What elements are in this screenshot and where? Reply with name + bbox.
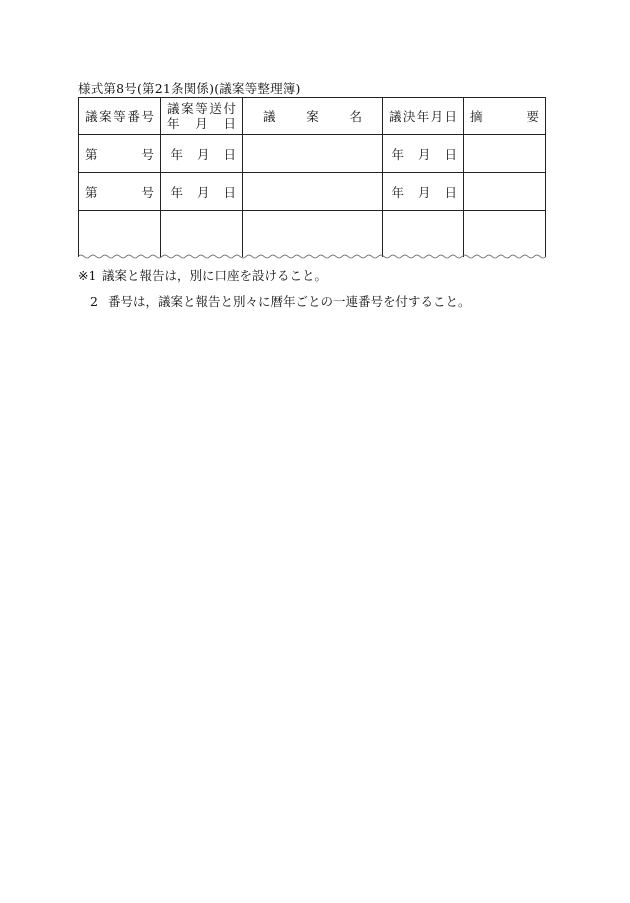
cell-bill-number	[79, 135, 161, 173]
decision-month: 月	[417, 184, 431, 200]
number-prefix: 第	[85, 184, 98, 200]
table-row	[79, 173, 546, 211]
cell-decision-date	[383, 173, 464, 211]
header-sent-date	[161, 98, 243, 135]
cell-sent-date	[161, 173, 243, 211]
bill-register-table	[78, 97, 546, 257]
cell-bill-name	[243, 135, 383, 173]
table-row	[79, 135, 546, 173]
cell-decision-date	[383, 135, 464, 173]
cell-blank	[79, 211, 161, 257]
date-year: 年	[170, 146, 183, 162]
header-sent-date-line2: 年 月 日	[167, 116, 236, 131]
decision-day: 日	[444, 146, 457, 162]
cell-sent-date	[161, 135, 243, 173]
cell-blank	[464, 211, 546, 257]
date-month: 月	[196, 184, 210, 200]
cell-blank	[243, 211, 383, 257]
number-suffix: 号	[141, 184, 154, 200]
decision-month: 月	[417, 146, 431, 162]
cell-bill-number	[79, 173, 161, 211]
cell-remarks	[464, 173, 546, 211]
number-prefix: 第	[85, 146, 98, 162]
cell-blank	[161, 211, 243, 257]
note-1-mark: ※1	[78, 268, 97, 283]
note-2-mark: 2	[90, 294, 98, 309]
decision-day: 日	[444, 184, 457, 200]
decision-year: 年	[391, 184, 404, 200]
cell-remarks	[464, 135, 546, 173]
date-day: 日	[223, 184, 236, 200]
header-remarks-label: 摘 要	[470, 109, 539, 124]
note-1	[78, 266, 327, 284]
date-day: 日	[223, 146, 236, 162]
cell-bill-name	[243, 173, 383, 211]
continuation-wavy-line	[78, 252, 545, 261]
table-header-row	[79, 98, 546, 135]
note-1-text: 議案と報告は，別に口座を設けること。	[102, 268, 328, 283]
decision-year: 年	[391, 146, 404, 162]
header-decision-date-label: 議 決 年 月 日	[389, 109, 457, 124]
header-bill-number	[79, 98, 161, 135]
header-decision-date	[383, 98, 464, 135]
date-year: 年	[170, 184, 183, 200]
header-bill-name	[243, 98, 383, 135]
form-title: 様式第8号(第21条関係)(議案等整理簿)	[78, 81, 301, 96]
header-remarks	[464, 98, 546, 135]
header-sent-date-line1: 議 案 等 送 付	[167, 101, 236, 116]
date-month: 月	[196, 146, 210, 162]
note-2	[90, 292, 471, 310]
note-2-text: 番号は，議案と報告と別々に暦年ごとの一連番号を付すること。	[108, 294, 471, 309]
number-suffix: 号	[141, 146, 154, 162]
table-row-blank	[79, 211, 546, 257]
cell-blank	[383, 211, 464, 257]
header-bill-name-label: 議 案 名	[263, 109, 362, 124]
header-bill-number-label: 議 案 等 番 号	[85, 109, 154, 124]
